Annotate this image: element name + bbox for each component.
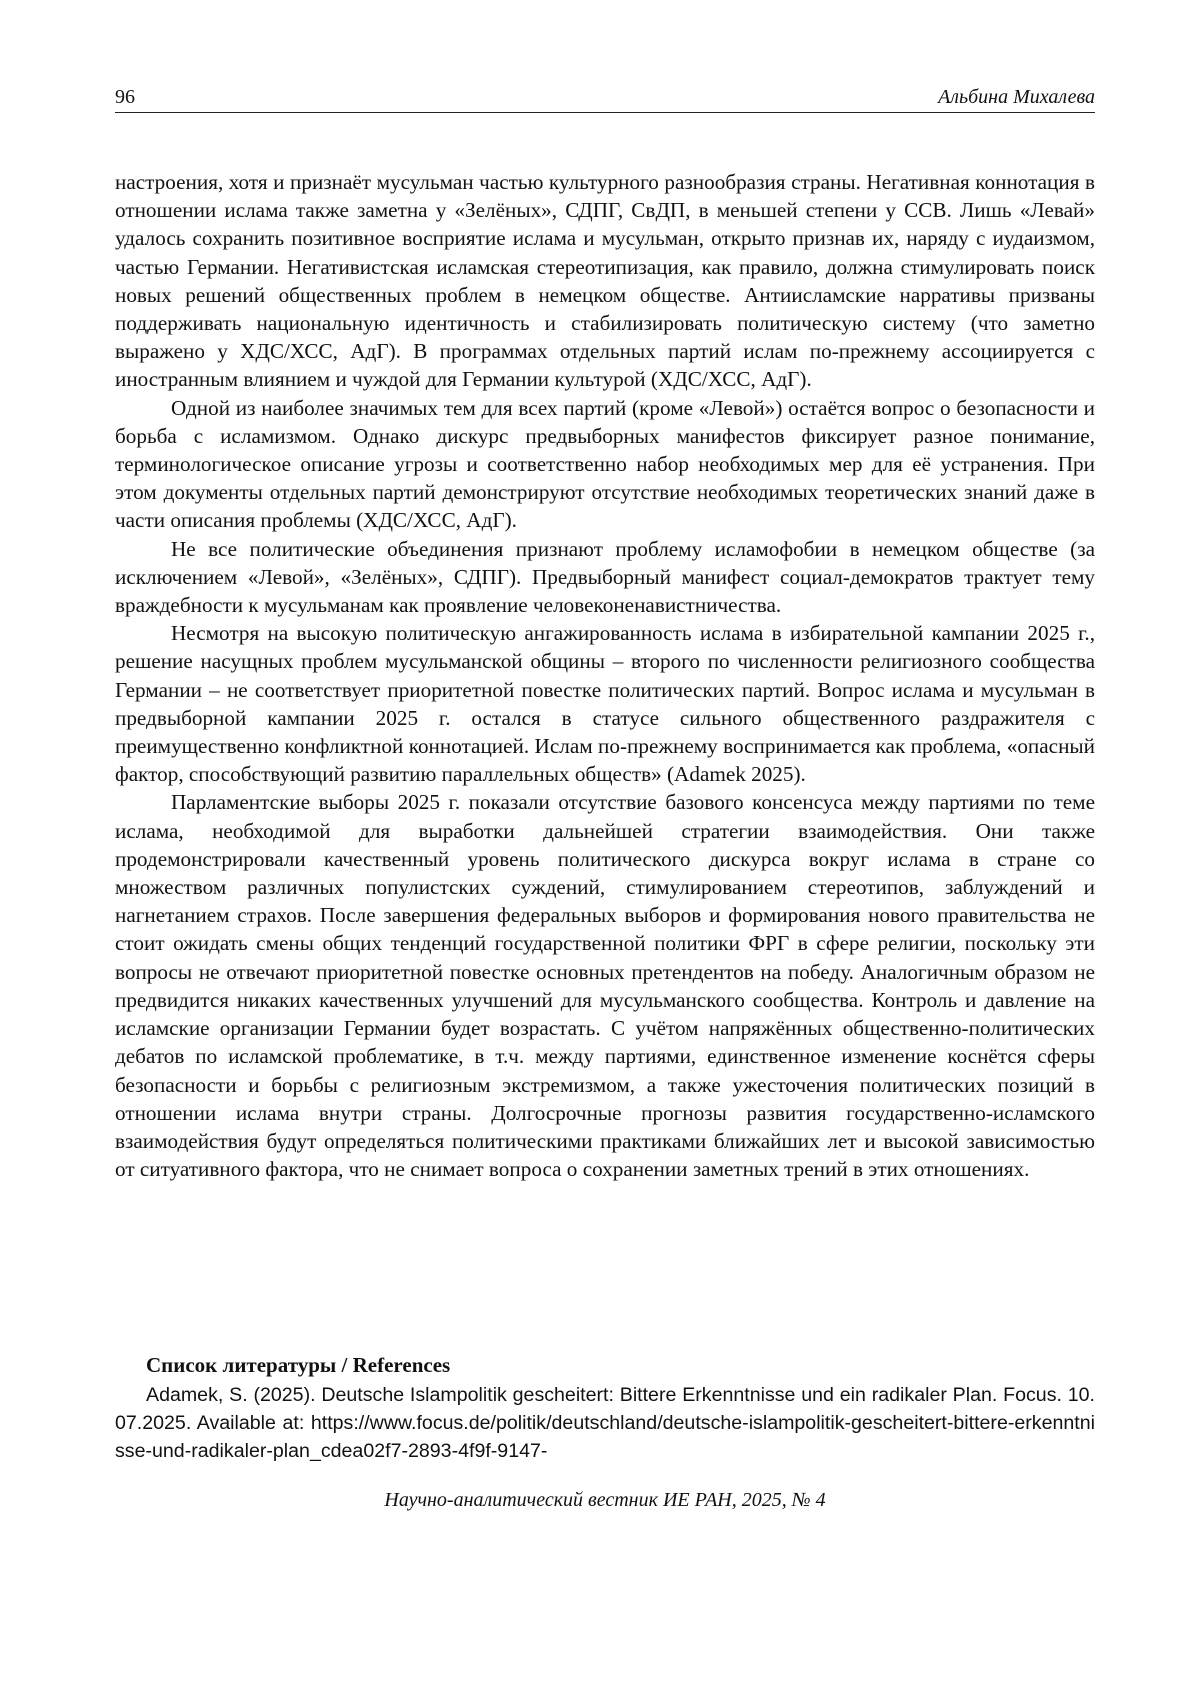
reference-entry: Adamek, S. (2025). Deutsche Islampolitik gescheitert: Bittere Erkenntnisse und ein radikaler Plan. Focus. 10.07.2025. Available at: https://www.focus.de/politik/deutschland/deutsche-islampolitik-gescheitert-bittere-erkenntnisse-und-radikaler-plan_cdea02f7-2893-4f9f-9147-	[115, 1384, 1095, 1463]
paragraph: Не все политические объединения признают проблему исламофобии в немецком обществе (за исключением «Левой», «Зелёных», СДПГ). Предвыборный манифест социал-демократов трактует тему враждебности к мусульманам как проявление человеконенавистничества.	[115, 536, 1095, 618]
paragraph: Парламентские выборы 2025 г. показали отсутствие базового консенсуса между партиями по теме ислама, необходимой для выработки дальнейшей стратегии взаимодействия. Они также продемонстрировали качественный уровень политического дискурса вокруг ислама в стране со множеством различных популистских суждений, стимулированием стереотипов, заблуждений и нагнетанием страхов. После завершения федеральных выборов и формирования нового правительства не стоит ожидать смены общих тенденций государственной политики ФРГ в сфере религии, поскольку эти вопросы не отвечают приоритетной повестке основных претендентов на победу. Аналогичным образом не предвидится никаких качественных улучшений для мусульманского сообщества. Контроль и давление на исламские организации Германии будет возрастать. С учётом напряжённых общественно-политических дебатов по исламской проблематике, в т.ч. между партиями, единственное изменение коснётся сферы безопасности и борьбы с религиозным экстремизмом, а также ужесточения политических позиций в отношении ислама внутри страны. Долгосрочные прогнозы развития государственно-исламского взаимодействия будут определяться политическими практиками ближайших лет и высокой зависимостью от ситуативного фактора, что не снимает вопроса о сохранении заметных трений в этих отношениях.	[115, 790, 1095, 1182]
page-number: 96	[115, 86, 135, 108]
paragraph: Несмотря на высокую политическую ангажированность ислама в избирательной кампании 2025 г., решение насущных проблем мусульманской общины – второго по численности религиозного сообщества Германии – не соответствует приоритетной повестке политических партий. Вопрос ислама и мусульман в предвыборной кампании 2025 г. остался в статусе сильного общественного раздражителя с преимущественно конфликтной коннотацией. Ислам по-прежнему воспринимается как проблема, «опасный фактор, способствующий развитию параллельных обществ» (Adamek 2025).	[115, 621, 1095, 787]
article-body	[115, 168, 1095, 1183]
references-section	[115, 1351, 1095, 1466]
journal-footer: Научно-аналитический вестник ИЕ РАН, 2025, № 4	[384, 1489, 826, 1511]
running-author: Альбина Михалева	[938, 86, 1095, 108]
paragraph-continued: настроения, хотя и признаёт мусульман частью культурного разнообразия страны. Негативная коннотация в отношении ислама также заметна у «Зелёных», СДПГ, СвДП, в меньшей степени у ССВ. Лишь «Левай» удалось сохранить позитивное восприятие ислама и мусульман, открыто признав их, наряду с иудаизмом, частью Германии. Негативистская исламская стереотипизация, как правило, должна стимулировать поиск новых решений общественных проблем в немецком обществе. Антиисламские нарративы призваны поддерживать национальную идентичность и стабилизировать политическую систему (что заметно выражено у ХДС/ХСС, АдГ). В программах отдельных партий ислам по-прежнему ассоциируется с иностранным влиянием и чуждой для Германии культурой (ХДС/ХСС, АдГ).	[115, 170, 1095, 392]
running-header	[115, 86, 1095, 113]
paragraph: Одной из наиболее значимых тем для всех партий (кроме «Левой») остаётся вопрос о безопасности и борьба с исламизмом. Однако дискурс предвыборных манифестов фиксирует разное понимание, терминологическое описание угрозы и соответственно набор необходимых мер для её устранения. При этом документы отдельных партий демонстрируют отсутствие необходимых теоретических знаний даже в части описания проблемы (ХДС/ХСС, АдГ).	[115, 395, 1095, 533]
references-heading: Список литературы / References	[146, 1353, 451, 1377]
